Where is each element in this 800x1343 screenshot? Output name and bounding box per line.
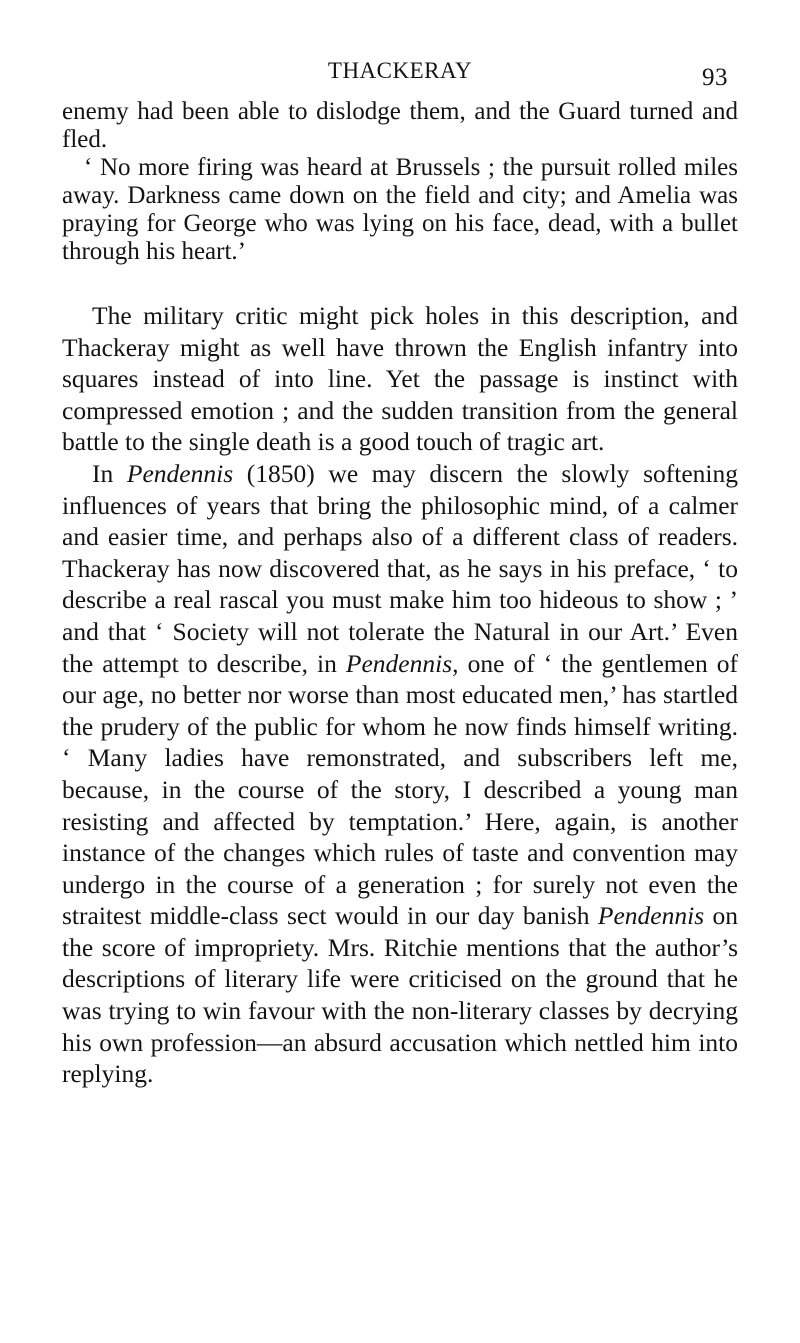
page-number: 93 xyxy=(702,64,728,91)
paragraph xyxy=(62,458,738,1090)
running-header xyxy=(62,56,738,98)
quote-paragraph: ‘ No more firing was heard at Brussels ; the pursuit rolled miles away. Darkness came down on the field and city; and Amelia was praying for George who was lying on his face, dead, with a bullet through his heart.’ xyxy=(62,154,738,265)
book-title-italic: Pendennis xyxy=(597,901,705,931)
body-text xyxy=(62,300,738,1090)
paragraph: The military critic might pick holes in this description, and Thackeray might as well have thrown the English infantry into squares instead of into line. Yet the passage is instinct with compressed emotion ; and the sudden transition from the general battle to the single death is a good touch of tragic art. xyxy=(62,301,738,457)
running-title: THACKERAY xyxy=(327,58,473,83)
book-page xyxy=(62,56,738,1090)
book-title-italic: Pendennis xyxy=(126,458,234,488)
block-quotation xyxy=(62,98,738,266)
text-run: In xyxy=(92,458,127,488)
book-title-italic: Pendennis, xyxy=(345,648,459,678)
quote-paragraph: enemy had been able to dislodge them, and the Guard turned and fled. xyxy=(62,98,738,153)
text-run: one of ‘ the gentlemen of our age, no better nor worse than most educated men,’ has startled the prudery of the public for whom he now finds himself writing. ‘ Many ladies have remonstrated, and subscribers left me, because, in the course of the story, I described a young man resisting and affected by temptation.’ Here, again, is another instance of the changes which rules of taste and convention may undergo in the course of a generation ; for surely not even the straitest middle-class sect would in our day banish xyxy=(62,648,738,931)
text-run: on the score of impropriety. Mrs. Ritchie mentions that the author’s descriptions of literary life were criticised on the ground that he was trying to win favour with the non-literary classes by decrying his own profession—an absurd accusation which nettled him into replying. xyxy=(62,901,739,1089)
text-run: (1850) we may discern the slowly softening influences of years that bring the philosophic mind, of a calmer and easier time, and perhaps also of a different class of readers. Thackeray has now discovered that, as he says in his preface, ‘ to describe a real rascal you must make him too hideous to show ; ’ and that ‘ Society will not tolerate the Natural in our Art.’ Even the attempt to describe, in xyxy=(62,458,738,678)
